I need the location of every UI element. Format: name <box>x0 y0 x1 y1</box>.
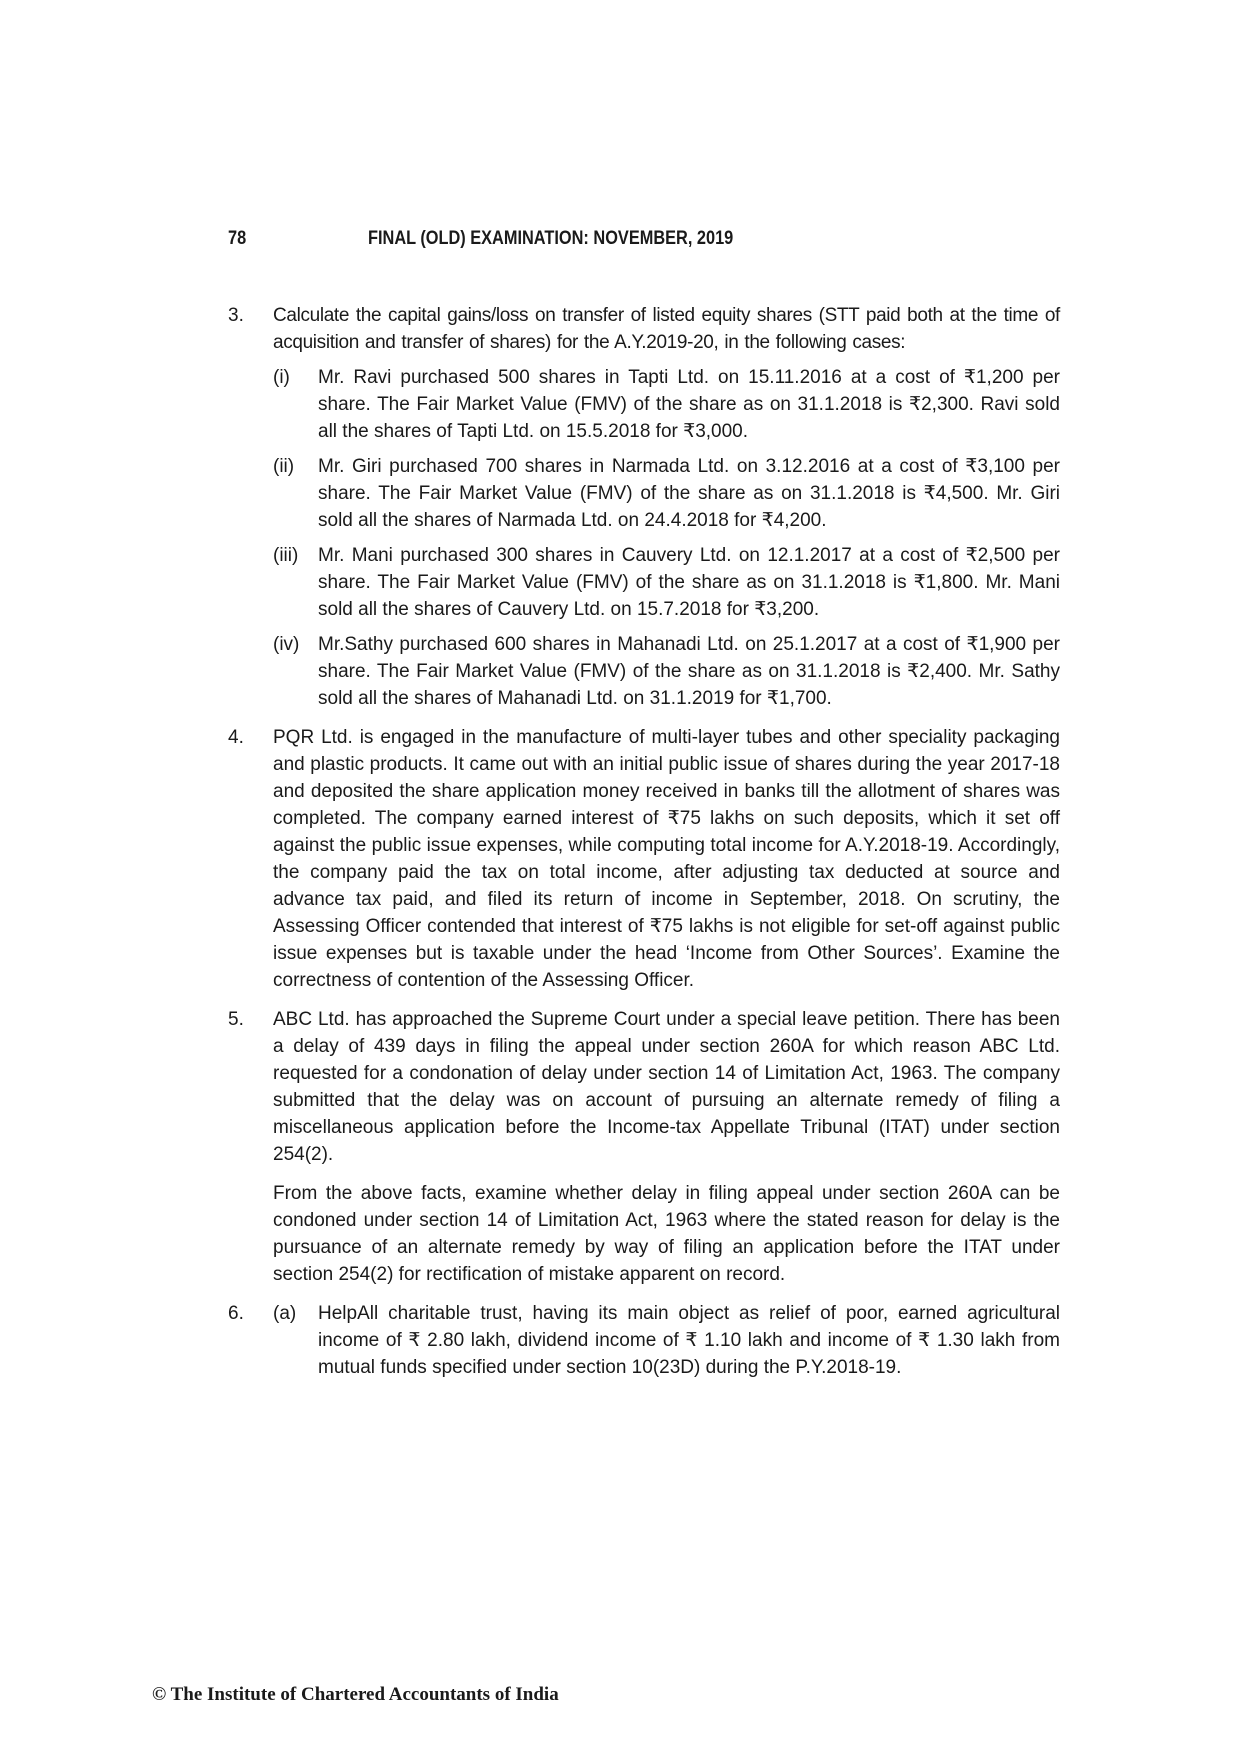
sub-question-text: Mr. Ravi purchased 500 shares in Tapti Ltd. on 15.11.2016 at a cost of ₹1,200 per share. The Fair Market Value (FMV) of the share as on 31.1.2018 is ₹2,300. Ravi sold all the shares of Tapti Ltd. on 15.5.2018 for ₹3,000. <box>318 367 1060 442</box>
question-text-continued: From the above facts, examine whether delay in filing appeal under section 260A can be condoned under section 14 of Limitation Act, 1963 where the stated reason for delay is the pursuance of an alternate remedy by way of filing an application before the ITAT under section 254(2) for rectification of mistake apparent on record. <box>273 1183 1060 1285</box>
question-content <box>273 302 1060 712</box>
sub-question-label: (i) <box>273 367 290 388</box>
sub-question-i <box>273 364 1060 445</box>
page-header-title: FINAL (OLD) EXAMINATION: NOVEMBER, 2019 <box>368 228 734 249</box>
question-3 <box>228 302 1060 712</box>
page-body <box>228 302 1060 1393</box>
sub-question-a <box>273 1300 1060 1381</box>
page-footer-copyright: © The Institute of Chartered Accountants of India <box>152 1684 559 1705</box>
sub-question-text: Mr. Mani purchased 300 shares in Cauvery Ltd. on 12.1.2017 at a cost of ₹2,500 per share. The Fair Market Value (FMV) of the share as on 31.1.2018 is ₹1,800. Mr. Mani sold all the shares of Cauvery Ltd. on 15.7.2018 for ₹3,200. <box>318 545 1060 620</box>
page-number: 78 <box>228 228 247 249</box>
question-6 <box>228 1300 1060 1381</box>
sub-question-iii <box>273 542 1060 623</box>
page-header <box>228 228 868 258</box>
sub-question-text: Mr.Sathy purchased 600 shares in Mahanadi Ltd. on 25.1.2017 at a cost of ₹1,900 per share. The Fair Market Value (FMV) of the share as on 31.1.2018 is ₹2,400. Mr. Sathy sold all the shares of Mahanadi Ltd. on 31.1.2019 for ₹1,700. <box>318 634 1060 709</box>
question-text: ABC Ltd. has approached the Supreme Court under a special leave petition. There has been a delay of 439 days in filing the appeal under section 260A for which reason ABC Ltd. requested for a condonation of delay under section 14 of Limitation Act, 1963. The company submitted that the delay was on account of pursuing an alternate remedy of filing a miscellaneous application before the Income-tax Appellate Tribunal (ITAT) under section 254(2). <box>273 1009 1060 1165</box>
sub-question-label: (a) <box>273 1303 297 1324</box>
sub-question-label: (iii) <box>273 545 299 566</box>
question-intro: Calculate the capital gains/loss on transfer of listed equity shares (STT paid both at the time of acquisition and transfer of shares) for the A.Y.2019-20, in the following cases: <box>273 305 1060 353</box>
sub-question-label: (iv) <box>273 634 300 655</box>
sub-question-ii <box>273 453 1060 534</box>
question-text: PQR Ltd. is engaged in the manufacture of multi-layer tubes and other speciality packaging and plastic products. It came out with an initial public issue of shares during the year 2017-18 and deposited the share application money received in banks till the allotment of shares was completed. The company earned interest of ₹75 lakhs on such deposits, which it set off against the public issue expenses, while computing total income for A.Y.2018-19. Accordingly, the company paid the tax on total income, after adjusting tax deducted at source and advance tax paid, and filed its return of income in September, 2018. On scrutiny, the Assessing Officer contended that interest of ₹75 lakhs is not eligible for set-off against public issue expenses but is taxable under the head ‘Income from Other Sources’. Examine the correctness of contention of the Assessing Officer. <box>273 727 1060 991</box>
sub-question-text: HelpAll charitable trust, having its main object as relief of poor, earned agricultural income of ₹ 2.80 lakh, dividend income of ₹ 1.10 lakh and income of ₹ 1.30 lakh from mutual funds specified under section 10(23D) during the P.Y.2018-19. <box>318 1303 1060 1378</box>
question-number: 4. <box>228 727 244 748</box>
question-4 <box>228 724 1060 994</box>
question-number: 6. <box>228 1303 244 1324</box>
question-number: 3. <box>228 305 244 326</box>
question-number: 5. <box>228 1009 244 1030</box>
sub-question-label: (ii) <box>273 456 295 477</box>
sub-question-iv <box>273 631 1060 712</box>
sub-question-text: Mr. Giri purchased 700 shares in Narmada Ltd. on 3.12.2016 at a cost of ₹3,100 per share. The Fair Market Value (FMV) of the share as on 31.1.2018 is ₹4,500. Mr. Giri sold all the shares of Narmada Ltd. on 24.4.2018 for ₹4,200. <box>318 456 1060 531</box>
question-5 <box>228 1006 1060 1288</box>
